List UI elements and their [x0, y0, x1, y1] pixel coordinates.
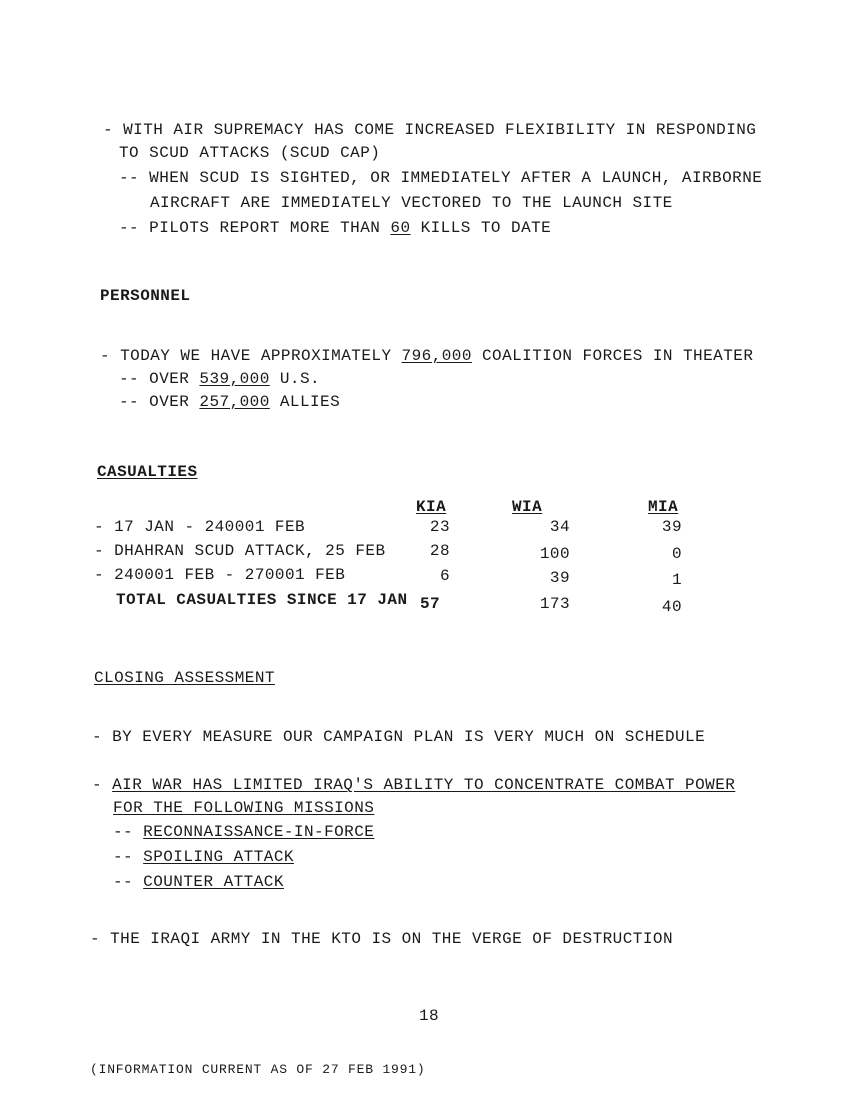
- text: ALLIES: [269, 393, 341, 411]
- scud-line-1: - WITH AIR SUPREMACY HAS COME INCREASED FLEXIBILITY IN RESPONDING: [103, 121, 757, 139]
- text: --: [113, 848, 144, 866]
- casualties-heading: CASUALTIES: [97, 463, 198, 481]
- row-kia: 28: [429, 542, 450, 560]
- row-mia: 1: [671, 571, 682, 589]
- row-kia: 6: [439, 567, 450, 585]
- text: U.S.: [269, 370, 321, 388]
- column-wia: WIA: [512, 498, 543, 516]
- row-label: - 17 JAN - 240001 FEB: [94, 518, 306, 536]
- column-kia: KIA: [416, 498, 447, 516]
- us-count: 539,000: [199, 370, 270, 388]
- text: -- OVER: [119, 370, 200, 388]
- text: RECONNAISSANCE-IN-FORCE: [143, 823, 375, 841]
- scud-line-2: TO SCUD ATTACKS (SCUD CAP): [119, 144, 381, 162]
- closing-heading: CLOSING ASSESSMENT: [94, 669, 275, 687]
- row-wia: 100: [539, 545, 570, 563]
- row-total-wia: 173: [539, 595, 570, 613]
- personnel-line-2: [119, 369, 320, 389]
- coalition-count: 796,000: [401, 347, 472, 365]
- closing-line-2: [92, 775, 735, 795]
- text: KILLS TO DATE: [410, 219, 552, 237]
- row-kia: 23: [429, 518, 450, 536]
- text: COUNTER ATTACK: [143, 873, 284, 891]
- personnel-heading: PERSONNEL: [100, 287, 191, 305]
- personnel-line-3: [119, 392, 340, 412]
- closing-line-1: - BY EVERY MEASURE OUR CAMPAIGN PLAN IS VERY MUCH ON SCHEDULE: [92, 728, 706, 746]
- closing-line-4: [113, 822, 374, 842]
- closing-line-5: [113, 847, 294, 867]
- row-label: - 240001 FEB - 270001 FEB: [94, 566, 346, 584]
- text: COALITION FORCES IN THEATER: [471, 347, 754, 365]
- row-wia: 39: [549, 569, 570, 587]
- row-wia: 34: [549, 518, 570, 536]
- page-number: 18: [419, 1007, 440, 1025]
- text: --: [113, 873, 144, 891]
- row-total-kia: 57: [420, 595, 441, 613]
- text: --: [113, 823, 144, 841]
- scud-line-4: AIRCRAFT ARE IMMEDIATELY VECTORED TO THE LAUNCH SITE: [150, 194, 673, 212]
- text: AIR WAR HAS LIMITED IRAQ'S ABILITY TO CONCENTRATE COMBAT POWER: [112, 776, 736, 794]
- text: - TODAY WE HAVE APPROXIMATELY: [100, 347, 402, 365]
- row-mia: 39: [661, 518, 682, 536]
- row-label: - DHAHRAN SCUD ATTACK, 25 FEB: [94, 542, 386, 560]
- column-mia: MIA: [648, 498, 679, 516]
- personnel-line-1: [100, 346, 753, 366]
- text: -: [92, 776, 113, 794]
- text: -- OVER: [119, 393, 200, 411]
- scud-line-5: [119, 218, 551, 238]
- closing-line-3: FOR THE FOLLOWING MISSIONS: [113, 799, 375, 817]
- text: -- PILOTS REPORT MORE THAN: [119, 219, 391, 237]
- row-total-label: TOTAL CASUALTIES SINCE 17 JAN: [116, 591, 408, 609]
- kills-count: 60: [390, 219, 411, 237]
- row-total-mia: 40: [661, 598, 682, 616]
- text: SPOILING ATTACK: [143, 848, 294, 866]
- row-mia: 0: [671, 545, 682, 563]
- scud-line-3: -- WHEN SCUD IS SIGHTED, OR IMMEDIATELY AFTER A LAUNCH, AIRBORNE: [119, 169, 763, 187]
- allies-count: 257,000: [199, 393, 270, 411]
- footer-note: (INFORMATION CURRENT AS OF 27 FEB 1991): [90, 1062, 426, 1077]
- closing-line-7: - THE IRAQI ARMY IN THE KTO IS ON THE VERGE OF DESTRUCTION: [90, 930, 673, 948]
- closing-line-6: [113, 872, 284, 892]
